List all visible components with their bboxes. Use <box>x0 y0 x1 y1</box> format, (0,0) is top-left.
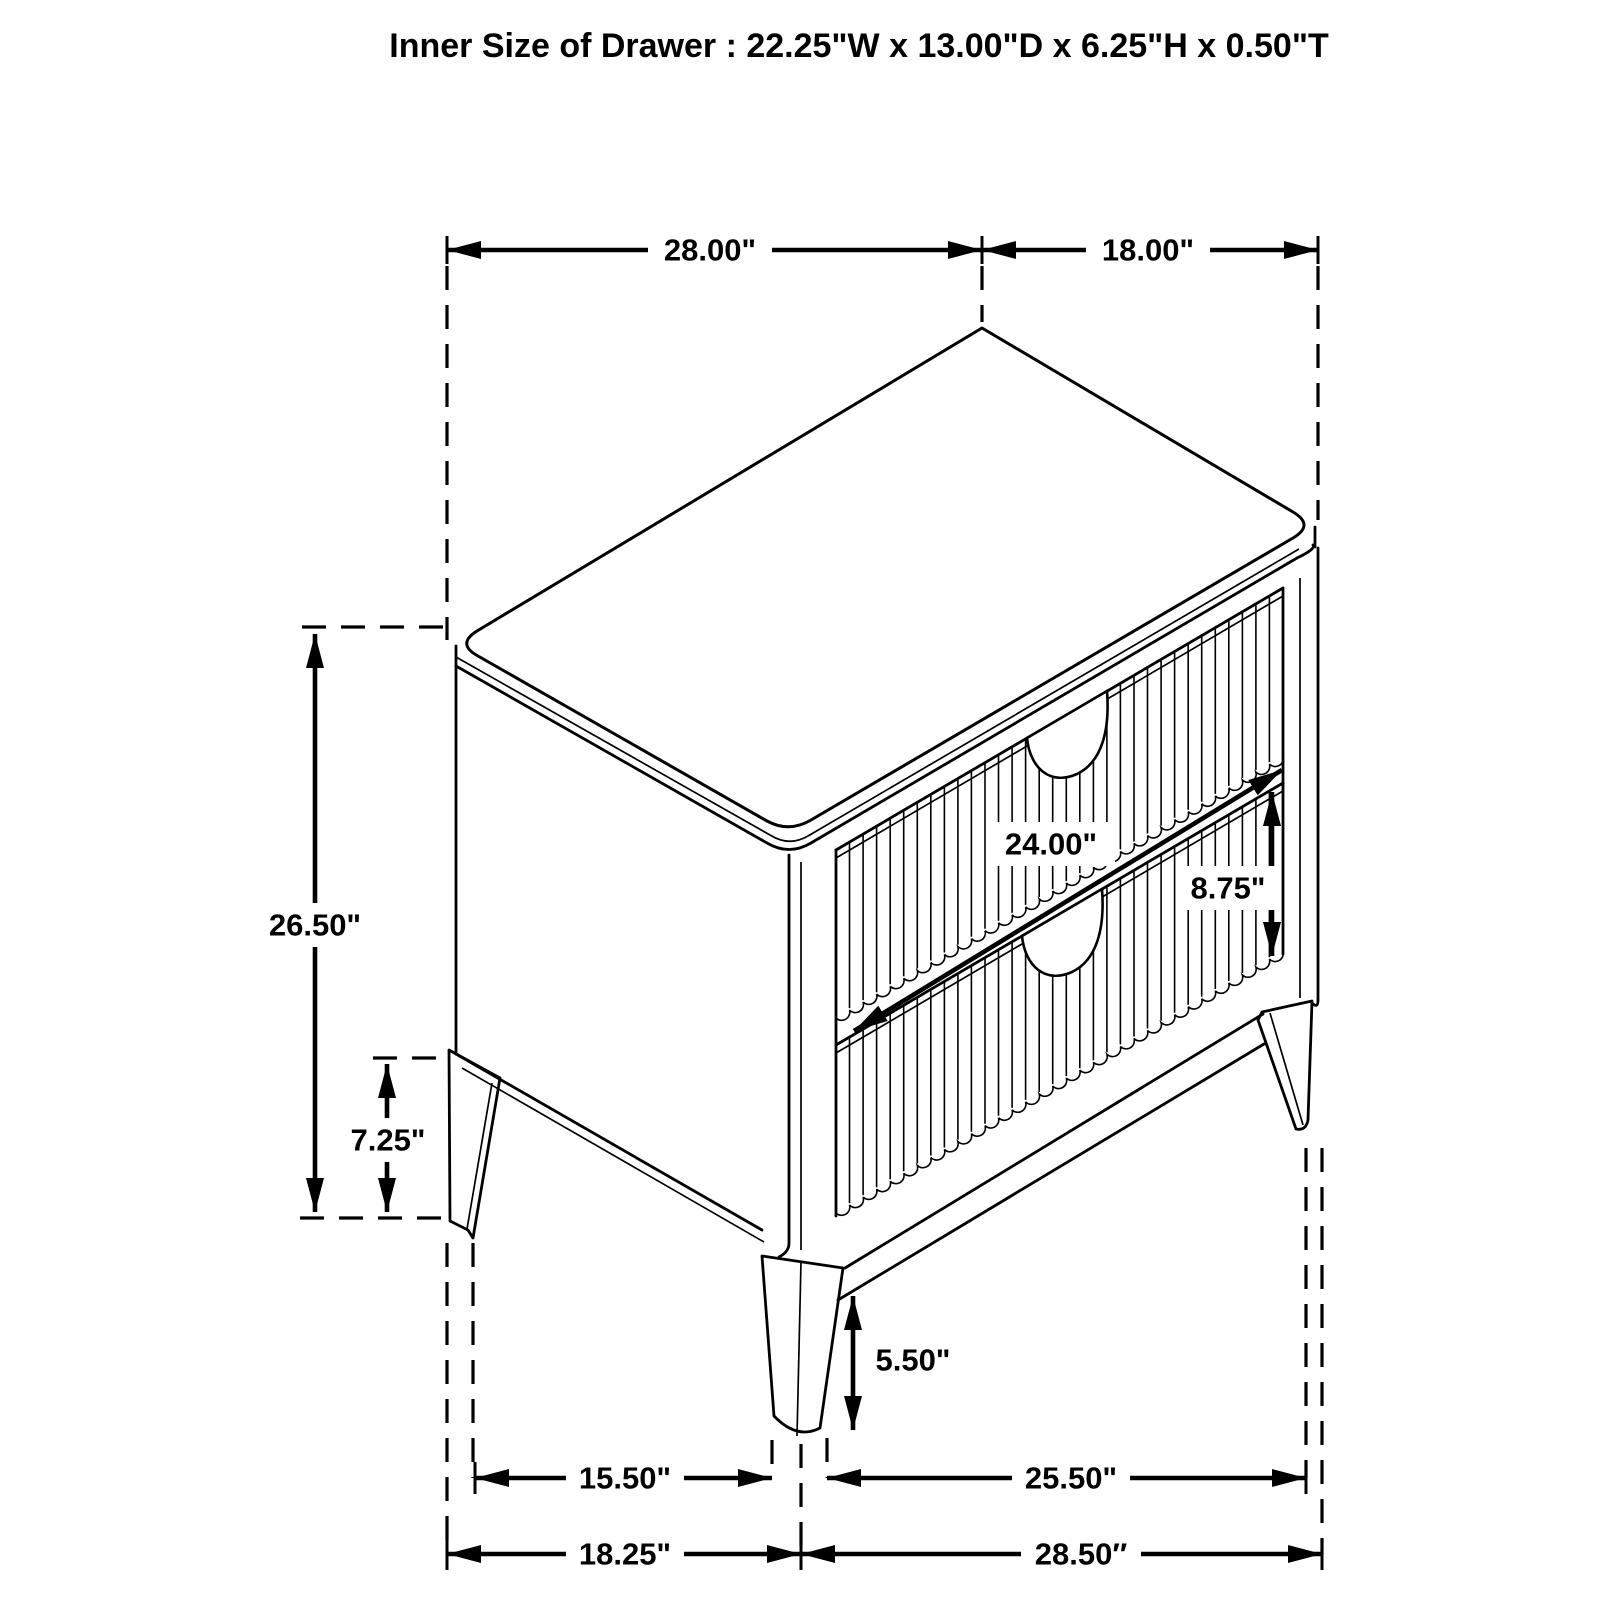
label-feet-depth-inner: 15.50" <box>578 1460 672 1496</box>
dimension-feet-width-inner <box>827 1456 1306 1500</box>
dimension-feet-depth-overall <box>447 1532 801 1576</box>
label-top-width: 18.00" <box>1101 232 1195 268</box>
back-left-leg <box>449 1050 500 1238</box>
front-leg <box>762 1256 843 1432</box>
dimension-top-depth <box>447 228 982 272</box>
extension-lines <box>300 266 1322 1554</box>
dimension-feet-depth-inner <box>475 1456 772 1500</box>
drawer-1-handle <box>1027 691 1108 778</box>
page-title: Inner Size of Drawer : 22.25"W x 13.00"D x 6.25"H x 0.50"T <box>389 27 1329 65</box>
label-feet-depth-overall: 18.25" <box>578 1536 672 1572</box>
dimension-leg-height <box>853 1296 964 1430</box>
label-leg-height: 5.50" <box>875 1342 951 1378</box>
dimension-feet-width-overall <box>801 1532 1322 1576</box>
label-drawer-height: 8.75" <box>1190 870 1266 906</box>
dimension-top-width <box>982 228 1318 272</box>
label-feet-width-inner: 25.50" <box>1024 1460 1118 1496</box>
tabletop <box>456 328 1315 850</box>
dimension-base-height <box>331 1064 445 1212</box>
label-drawer-width: 24.00" <box>1004 826 1098 862</box>
label-base-height: 7.25" <box>350 1122 426 1158</box>
label-top-depth: 28.00" <box>663 232 757 268</box>
label-feet-width-overall: 28.50″ <box>1034 1536 1128 1572</box>
label-height-overall: 26.50" <box>268 907 362 943</box>
